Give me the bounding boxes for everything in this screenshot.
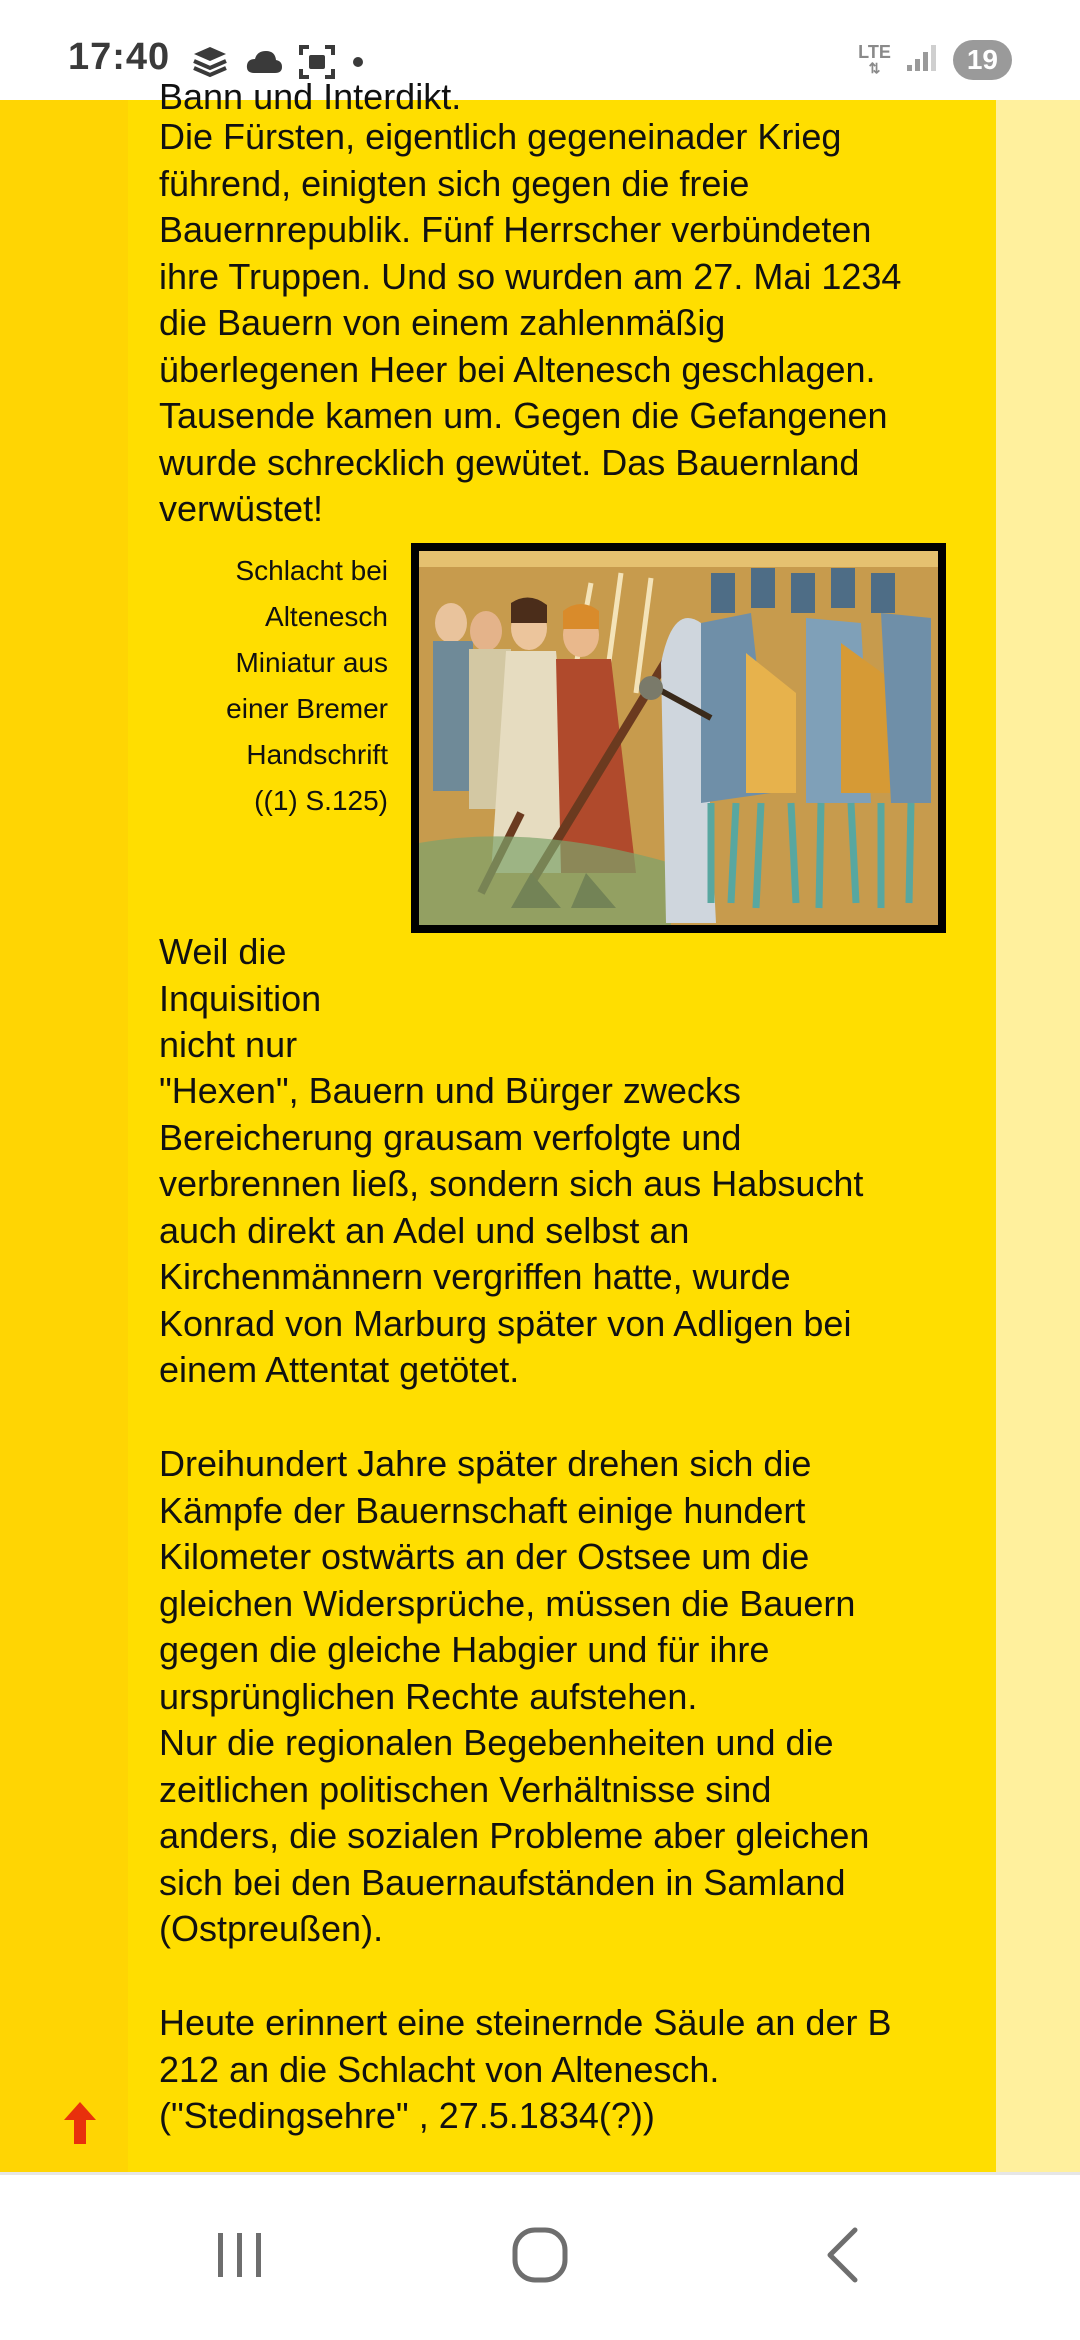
recents-button[interactable] [140, 2175, 340, 2340]
left-margin [0, 100, 128, 2172]
image-caption: Schlacht bei Altenesch Miniatur aus einer Bremer Handschrift ((1) S.125) [226, 555, 388, 816]
paragraph-inquisition: "Hexen", Bauern und Bürger zwecks Bereicherung grausam verfolgte und verbrennen ließ, sondern sich aus Habsucht auch direkt an Adel und selbst an Kirchenmännern vergriffen hatte, wurde Konrad von Marburg später von Adligen bei einem Attentat getötet. [159, 1070, 864, 1390]
signal-icon [905, 43, 939, 78]
partial-line: Bann und Interdikt. [159, 76, 462, 117]
home-icon [510, 2225, 570, 2290]
home-button[interactable] [440, 2175, 640, 2340]
status-time: 17:40 [68, 36, 171, 78]
system-navigation-bar [0, 2175, 1080, 2340]
back-button[interactable] [745, 2175, 945, 2340]
battle-miniature-image [411, 543, 946, 933]
network-type: LTE ⇅ [858, 42, 891, 76]
paragraph-memorial: Heute erinnert eine steinernde Säule an der B 212 an die Schlacht von Altenesch. ("Stedingsehre" , 27.5.1834(?)) [159, 2002, 892, 2136]
paragraph-inquisition-wrap: Weil die Inquisition nicht nur [159, 931, 322, 1065]
right-margin [996, 100, 1080, 2172]
paragraph-battle: Die Fürsten, eigentlich gegeneinader Krieg führend, einigten sich gegen die freie Bauernrepublik. Fünf Herrscher verbündeten ihre Truppen. Und so wurden am 27. Mai 1234 die Bauern von einem zahlenmäßig überlegenen Heer bei Altenesch geschlagen. Tausende kamen um. Gegen die Gefangenen wurde schrecklich gewütet. Das Bauernland verwüstet! [159, 116, 902, 529]
scroll-to-top-arrow-icon[interactable] [62, 2100, 98, 2151]
article-content [128, 76, 996, 2172]
recents-icon [210, 2225, 270, 2290]
paragraph-baltic: Dreihundert Jahre später drehen sich die Kämpfe der Bauernschaft einige hundert Kilometer ostwärts an der Ostsee um die gleichen Widersprüche, müssen die Bauern gegen die gleiche Habgier und für ihre ursprünglichen Rechte aufstehen. Nur die regionalen Begebenheiten und die zeitlichen politischen Verhältnisse sind anders, die sozialen Probleme aber gleichen sich bei den Bauernaufständen in Samland (Ostpreußen). [159, 1443, 870, 1949]
back-icon [815, 2225, 875, 2290]
web-page[interactable] [0, 76, 1080, 2172]
battery-indicator: 19 [953, 40, 1012, 80]
dot-icon [350, 54, 366, 75]
